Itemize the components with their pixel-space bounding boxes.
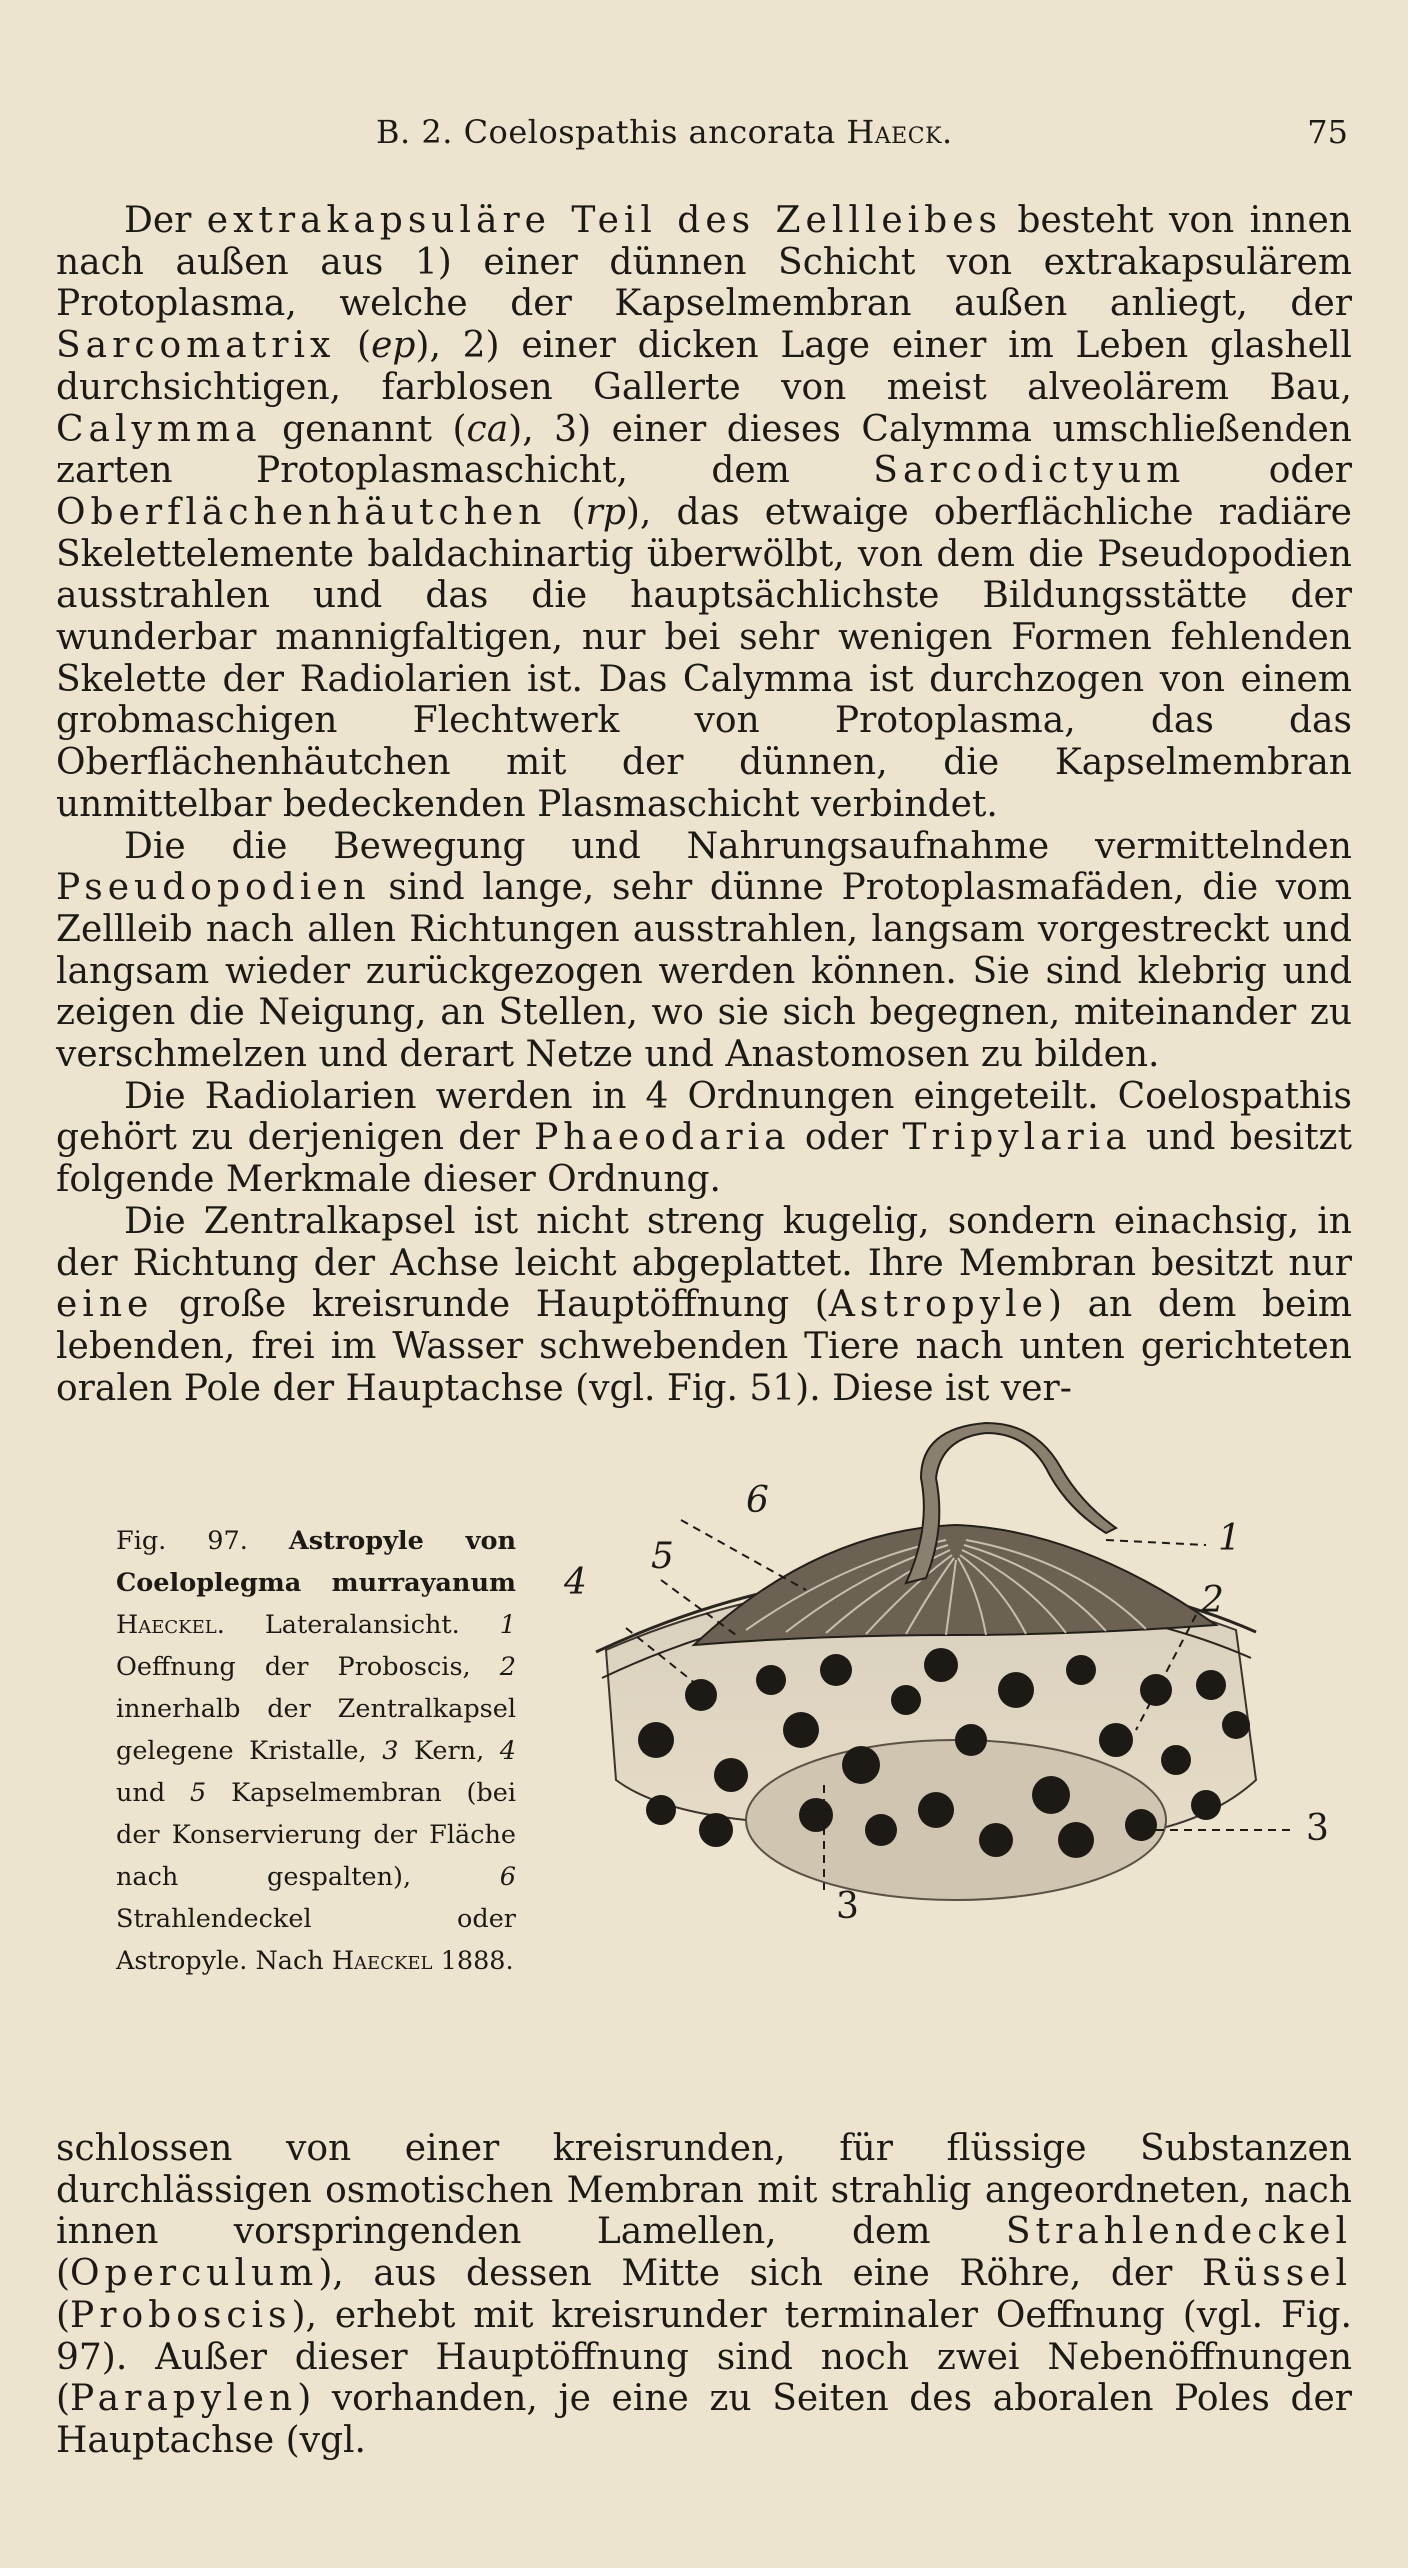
running-title: B. 2. Coelospathis ancorata Haeck. xyxy=(376,113,953,151)
astropyle-operculum xyxy=(694,1525,1216,1645)
label-2: 2 xyxy=(1201,1580,1224,1621)
label-3-right: 3 xyxy=(1306,1808,1329,1849)
page-number: 75 xyxy=(1307,113,1348,151)
label-3-bottom: 3 xyxy=(836,1886,859,1927)
astropyle-illustration xyxy=(516,1420,1336,2120)
figure-97 xyxy=(56,1420,1352,2120)
label-1: 1 xyxy=(1218,1518,1241,1559)
label-5: 5 xyxy=(651,1536,674,1577)
label-6: 6 xyxy=(746,1480,769,1521)
paragraph-4: Die Zentralkapsel ist nicht streng kugelig, sondern einachsig, in der Richtung der Achse leicht abgeplattet. Ihre Membran besitzt nur eine große kreisrunde Hauptöffnung (Astropyle) an dem beim lebenden, frei im Wasser schwebenden Tiere nach unten gerichteten oralen Pole der Hauptachse (vgl. Fig. 51). Diese ist ver- xyxy=(56,1200,1352,1409)
body-text xyxy=(56,200,1352,1409)
figure-caption: Fig. 97. Astropyle von Coeloplegma murrayanum Haeckel. Lateralansicht. 1 Oeffnung der Proboscis, 2 innerhalb der Zentralkapsel gelegene Kristalle, 3 Kern, 4 und 5 Kapselmembran (bei der Konservierung der Fläche nach gespalten), 6 Strahlendeckel oder Astropyle. Nach Haeckel 1888. xyxy=(116,1526,516,1976)
paragraph-3: Die Radiolarien werden in 4 Ordnungen eingeteilt. Coelospathis gehört zu derjenigen der Phaeodaria oder Tripylaria und besitzt folgende Merkmale dieser Ordnung. xyxy=(56,1075,1352,1201)
paragraph-1: Der extrakapsuläre Teil des Zellleibes besteht von innen nach außen aus 1) einer dünnen Schicht von extrakapsulärem Protoplasma, welche der Kapselmembran außen anliegt, der Sarcomatrix (ep), 2) einer dicken Lage einer im Leben glashell durchsichtigen, farblosen Gallerte von meist alveolärem Bau, Calymma genannt (ca), 3) einer dieses Calymma umschließenden zarten Protoplasmaschicht, dem Sarcodictyum oder Oberflächenhäutchen (rp), das etwaige oberflächliche radiäre Skelettelemente baldachinartig überwölbt, von dem die Pseudopodien ausstrahlen und das die hauptsächlichste Bildungsstätte der wunderbar mannigfaltigen, nur bei sehr wenigen Formen fehlenden Skelette der Radiolarien ist. Das Calymma ist durchzogen von einem grobmaschigen Flechtwerk von Protoplasma, das das Oberflächenhäutchen mit der dünnen, die Kapselmembran unmittelbar bedeckenden Plasmaschicht verbindet. xyxy=(56,200,1352,825)
paragraph-5: schlossen von einer kreisrunden, für flüssige Substanzen durchlässigen osmotischen Membran mit strahlig angeordneten, nach innen vorspringenden Lamellen, dem Strahlendeckel (Operculum), aus dessen Mitte sich eine Röhre, der Rüssel (Proboscis), erhebt mit kreisrunder terminaler Oeffnung (vgl. Fig. 97). Außer dieser Hauptöffnung sind noch zwei Nebenöffnungen (Parapylen) vorhanden, je eine zu Seiten des aboralen Poles der Hauptachse (vgl. xyxy=(56,2128,1352,2461)
paragraph-2: Die die Bewegung und Nahrungsaufnahme vermittelnden Pseudopodien sind lange, sehr dünne Protoplasmafäden, die vom Zellleib nach allen Richtungen ausstrahlen, langsam vorgestreckt und langsam wieder zurückgezogen werden können. Sie sind klebrig und zeigen die Neigung, an Stellen, wo sie sich begegnen, miteinander zu verschmelzen und derart Netze und Anastomosen zu bilden. xyxy=(56,825,1352,1076)
label-4: 4 xyxy=(564,1562,587,1603)
body-text-continued xyxy=(56,2128,1352,2462)
